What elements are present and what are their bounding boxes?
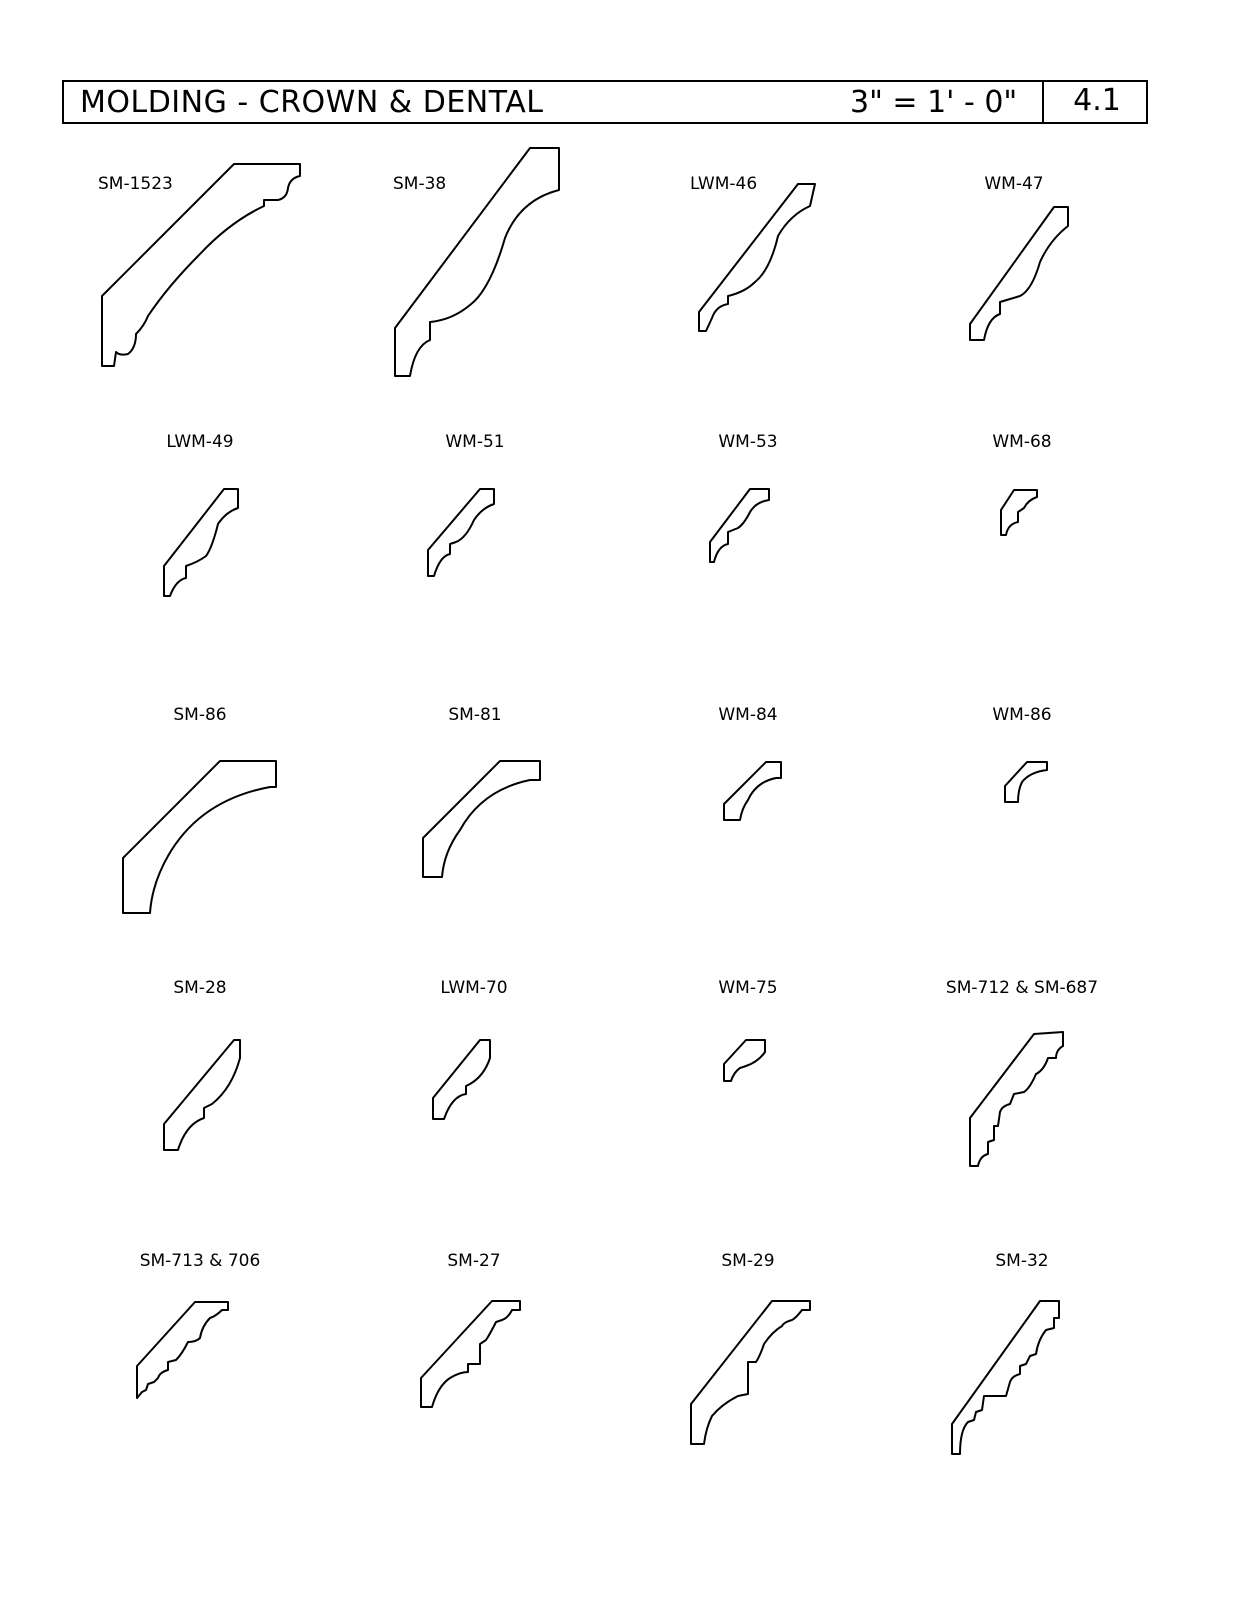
drawing-scale: 3" = 1' - 0" bbox=[850, 85, 1018, 120]
sheet-number: 4.1 bbox=[1073, 83, 1121, 118]
molding-label-sm-713-706: SM-713 & 706 bbox=[139, 1251, 261, 1271]
profile-wm-51 bbox=[428, 489, 494, 576]
molding-label-sm-27: SM-27 bbox=[447, 1251, 501, 1271]
molding-label-wm-86: WM-86 bbox=[992, 705, 1052, 725]
profile-sm-27 bbox=[421, 1301, 520, 1407]
profile-sm-38 bbox=[395, 148, 559, 376]
profile-wm-53 bbox=[710, 489, 769, 562]
profile-lwm-49 bbox=[164, 489, 238, 596]
profile-sm-1523 bbox=[102, 164, 300, 366]
molding-label-sm-1523: SM-1523 bbox=[98, 174, 173, 194]
profile-wm-84 bbox=[724, 762, 781, 820]
profile-lwm-46 bbox=[699, 184, 815, 331]
molding-label-sm-28: SM-28 bbox=[173, 978, 227, 998]
profile-sm-32 bbox=[952, 1301, 1059, 1454]
molding-label-lwm-70: LWM-70 bbox=[440, 978, 508, 998]
profile-sm-713-706 bbox=[137, 1302, 228, 1398]
molding-label-lwm-46: LWM-46 bbox=[690, 174, 758, 194]
molding-label-wm-68: WM-68 bbox=[992, 432, 1052, 452]
molding-label-wm-84: WM-84 bbox=[718, 705, 778, 725]
molding-label-wm-51: WM-51 bbox=[445, 432, 505, 452]
molding-label-sm-81: SM-81 bbox=[448, 705, 502, 725]
profile-wm-75 bbox=[724, 1040, 765, 1081]
profile-sm-29 bbox=[691, 1301, 810, 1444]
molding-label-sm-32: SM-32 bbox=[995, 1251, 1049, 1271]
profile-sm-86 bbox=[123, 761, 276, 913]
molding-label-sm-86: SM-86 bbox=[173, 705, 227, 725]
profile-sm-81 bbox=[423, 761, 540, 877]
sheet-title: MOLDING - CROWN & DENTAL bbox=[80, 85, 544, 120]
molding-label-wm-75: WM-75 bbox=[718, 978, 778, 998]
profile-sm-712-sm-687 bbox=[970, 1032, 1063, 1166]
molding-label-wm-47: WM-47 bbox=[984, 174, 1044, 194]
profile-wm-68 bbox=[1001, 490, 1037, 535]
molding-label-wm-53: WM-53 bbox=[718, 432, 778, 452]
molding-label-sm-38: SM-38 bbox=[393, 174, 447, 194]
profile-lwm-70 bbox=[433, 1040, 490, 1119]
profile-wm-47 bbox=[970, 207, 1068, 340]
profile-sm-28 bbox=[164, 1040, 240, 1150]
profile-wm-86 bbox=[1005, 762, 1047, 802]
molding-label-lwm-49: LWM-49 bbox=[166, 432, 234, 452]
molding-label-sm-712-sm-687: SM-712 & SM-687 bbox=[945, 978, 1099, 998]
molding-label-sm-29: SM-29 bbox=[721, 1251, 775, 1271]
